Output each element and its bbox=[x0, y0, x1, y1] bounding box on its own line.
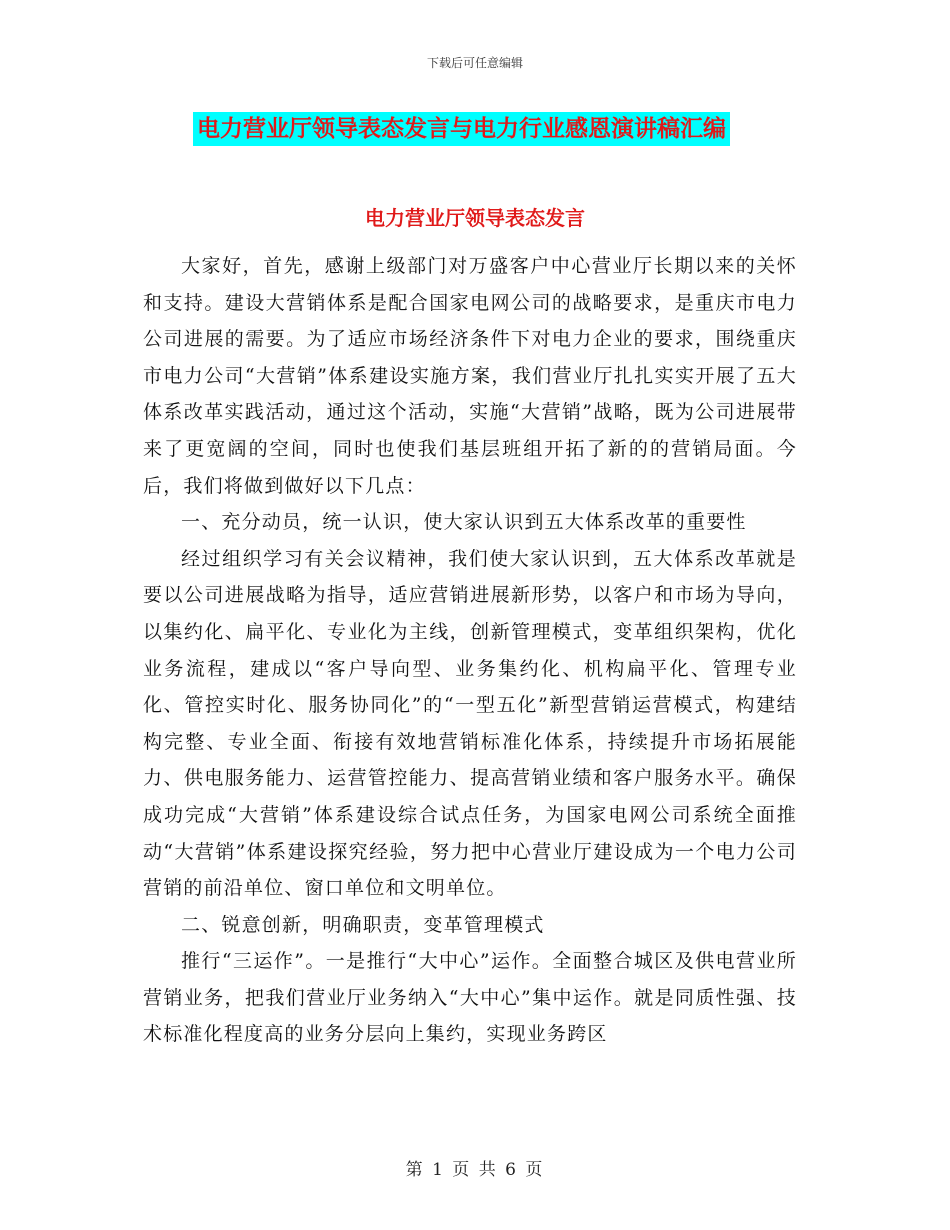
paragraph: 一、充分动员，统一认识，使大家认识到五大体系改革的重要性 bbox=[181, 511, 747, 534]
document-title: 电力营业厅领导表态发言与电力行业感恩演讲稿汇编 bbox=[197, 116, 726, 142]
header-note: 下载后可任意编辑 bbox=[426, 56, 523, 70]
paragraph: 经过组织学习有关会议精神，我们使大家认识到，五大体系改革就是要以公司进展战略为指导，适应营销进展新形势，以客户和市场为导向，以集约化、扁平化、专业化为主线，创新管理模式，变革组织架构，优化业务流程，建成以“客户导向型、业务集约化、机构扁平化、管理专业化、管控实时化、服务协同化”的“一型五化”新型营销运营模式，构建结构完整、专业全面、衔接有效地营销标准化体系，持续提升市场拓展能力、供电服务能力、运营管控能力、提高营销业绩和客户服务水平。确保成功完成“大营销”体系建设综合试点任务，为国家电网公司系统全面推动“大营销”体系建设探究经验，努力把中心营业厅建设成为一个电力公司营销的前沿单位、窗口单位和文明单位。 bbox=[143, 547, 797, 900]
document-body bbox=[143, 248, 797, 1053]
main-title-highlight bbox=[193, 112, 730, 146]
paragraph: 推行“三运作”。一是推行“大中心”运作。全面整合城区及供电营业所营销业务，把我们营业厅业务纳入“大中心”集中运作。就是同质性强、技术标准化程度高的业务分层向上集约，实现业务跨区 bbox=[143, 950, 797, 1046]
paragraph: 大家好，首先，感谢上级部门对万盛客户中心营业厅长期以来的关怀和支持。建设大营销体系是配合国家电网公司的战略要求，是重庆市电力公司进展的需要。为了适应市场经济条件下对电力企业的要求，围绕重庆市电力公司“大营销”体系建设实施方案，我们营业厅扎扎实实开展了五大体系改革实践活动，通过这个活动，实施“大营销”战略，既为公司进展带来了更宽阔的空间，同时也使我们基层班组开拓了新的的营销局面。今后，我们将做到做好以下几点： bbox=[143, 255, 797, 497]
section-title: 电力营业厅领导表态发言 bbox=[365, 206, 585, 230]
page-number-footer: 第 1 页 共 6 页 bbox=[405, 1160, 545, 1180]
paragraph: 二、锐意创新，明确职责，变革管理模式 bbox=[181, 913, 545, 936]
